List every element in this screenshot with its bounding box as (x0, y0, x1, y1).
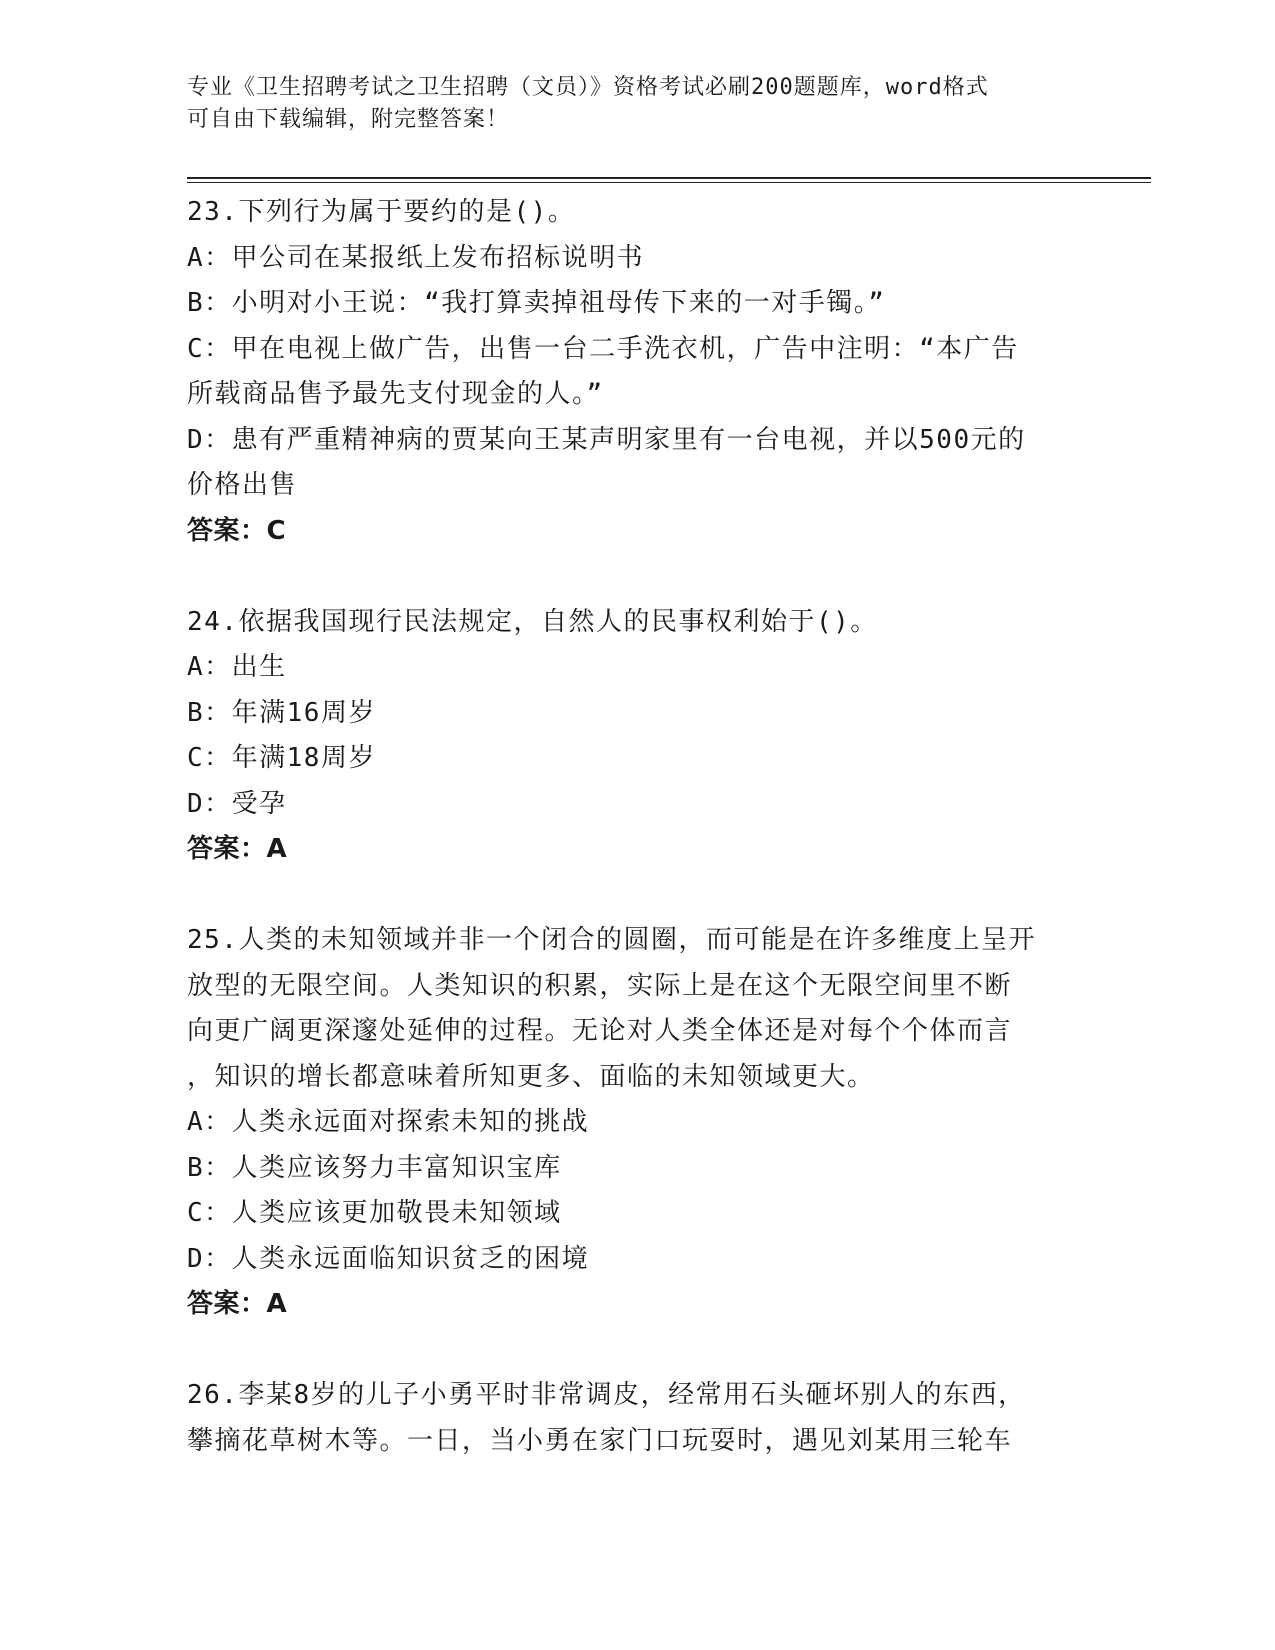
option-b: B：年满16周岁 (187, 697, 376, 728)
option-d: D：人类永远面临知识贫乏的困境 (187, 1243, 590, 1274)
header-rule-thin (187, 182, 1151, 183)
answer-label: 答案：A (187, 834, 288, 864)
option-d: D：患有严重精神病的贾某向王某声明家里有一台电视，并以500元的 (187, 424, 1026, 455)
option-a: A：出生 (187, 652, 287, 682)
answer-label: 答案：C (187, 515, 287, 546)
question-stem: 26.李某8岁的儿子小勇平时非常调皮，经常用石头砸坏别人的东西， (187, 1380, 1026, 1410)
option-c-cont: 所载商品售予最先支付现金的人。” (187, 379, 604, 409)
spacer (187, 554, 1087, 600)
answer-label: 答案：A (187, 1289, 288, 1319)
question-stem: 23.下列行为属于要约的是()。 (187, 197, 576, 227)
question-stem-cont: ，知识的增长都意味着所知更多、面临的未知领域更大。 (187, 1061, 875, 1092)
question-list (187, 190, 1087, 1464)
option-c: C：甲在电视上做广告，出售一台二手洗衣机，广告中注明：“本广告 (187, 333, 1019, 364)
option-c: C：年满18周岁 (187, 743, 376, 773)
header-line-2: 可自由下载编辑，附完整答案！ (187, 107, 510, 132)
option-a: A：人类永远面对探索未知的挑战 (187, 1107, 590, 1137)
question-stem-cont: 放型的无限空间。人类知识的积累，实际上是在这个无限空间里不断 (187, 970, 1013, 1001)
question-23 (187, 190, 1087, 554)
option-d: D：受孕 (187, 788, 287, 819)
header-rule-thick (187, 177, 1151, 179)
question-stem-cont: 向更广阔更深邃处延伸的过程。无论对人类全体还是对每个个体而言 (187, 1016, 1013, 1046)
document-header (187, 72, 1077, 136)
option-a: A：甲公司在某报纸上发布招标说明书 (187, 242, 645, 273)
question-24 (187, 600, 1087, 873)
option-d-cont: 价格出售 (187, 470, 298, 500)
spacer (187, 1328, 1087, 1374)
question-25 (187, 918, 1087, 1328)
question-stem-cont: 攀摘花草树木等。一日，当小勇在家门口玩耍时，遇见刘某用三轮车 (187, 1425, 1013, 1456)
option-b: B：人类应该努力丰富知识宝库 (187, 1152, 562, 1183)
spacer (187, 873, 1087, 919)
option-c: C：人类应该更加敬畏未知领域 (187, 1198, 562, 1228)
question-stem: 25.人类的未知领域并非一个闭合的圆圈，而可能是在许多维度上呈开 (187, 925, 1036, 955)
question-stem: 24.依据我国现行民法规定，自然人的民事权利始于()。 (187, 606, 878, 637)
option-b: B：小明对小王说：“我打算卖掉祖母传下来的一对手镯。” (187, 288, 886, 318)
question-26 (187, 1373, 1087, 1464)
header-line-1: 专业《卫生招聘考试之卫生招聘（文员）》资格考试必刷200题题库，word格式 (187, 75, 989, 100)
